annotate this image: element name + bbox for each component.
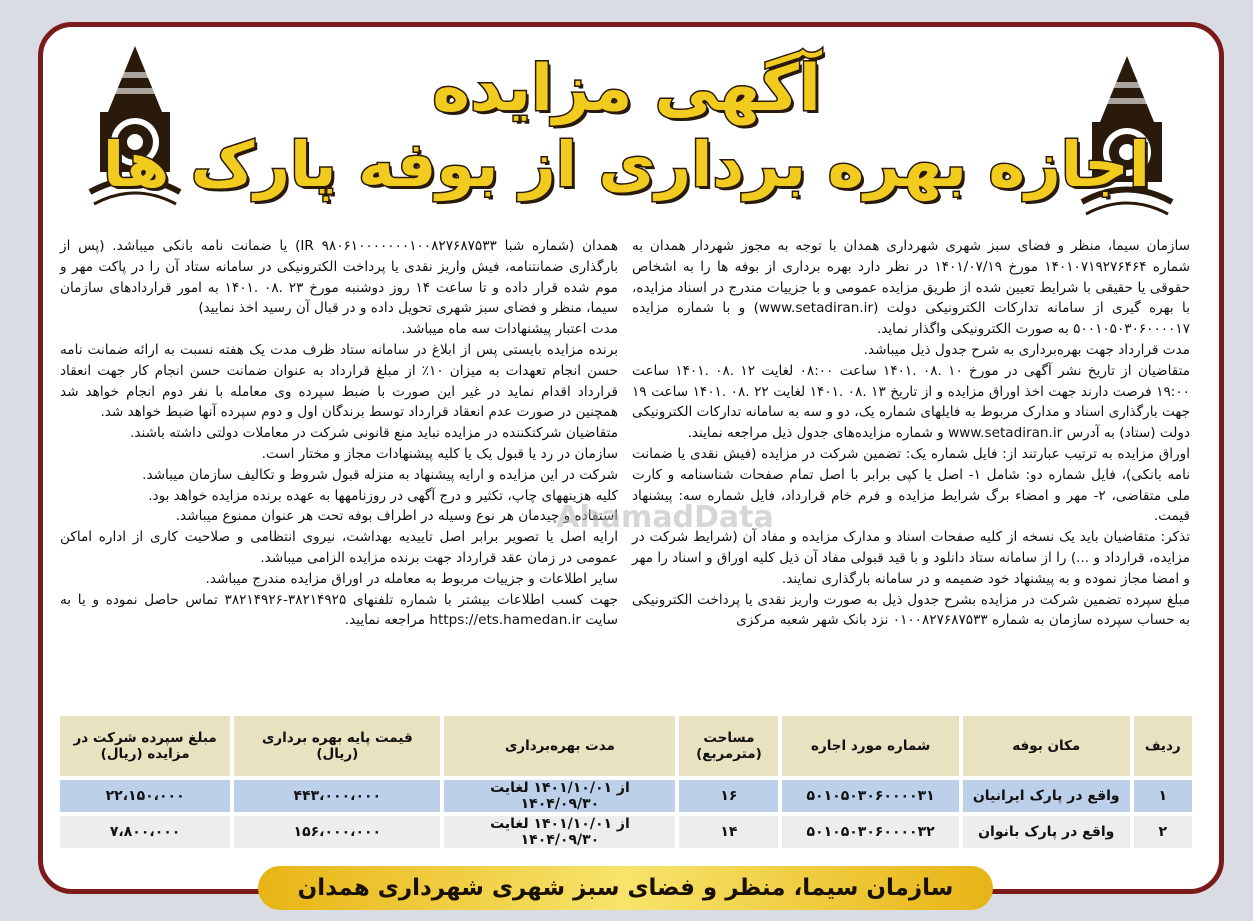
table-cell: واقع در پارک بانوان	[963, 816, 1130, 848]
table-cell: از ۱۴۰۱/۱۰/۰۱ لغایت ۱۴۰۴/۰۹/۳۰	[444, 816, 675, 848]
paragraph: مدت اعتبار پیشنهادات سه ماه میباشد.	[401, 321, 618, 338]
header-cell: مبلغ سپرده شرکت در مزایده (ریال)	[60, 716, 230, 776]
table-row	[60, 816, 1192, 848]
table-header-row	[60, 716, 1192, 776]
paragraph: سازمان سیما، منظر و فضای سبز شهری شهرداری همدان با توجه به مجوز شهردار همدان به شماره ۱۴۰۱۰۷۱۹۲۷۶۴۶۴ مورخ ۱۴۰۱/۰۷/۱۹ در نظر دارد بهره برداری از بوفه ها را به اشخاص حقوقی یا حقیقی با شرایط تعیین شده از طریق مزایده عمومی و با جزییات مندرج در اسناد مزایده، با بهره گیری از سامانه تدارکات الکترونیکی دولت (www.setadiran.ir) و با شماره مزایده ۵۰۰۱۰۵۰۳۰۶۰۰۰۰۱۷ به صورت الکترونیکی واگذار نماید.	[632, 238, 1190, 338]
paragraph: استفاده و چیدمان هر نوع وسیله در اطراف بوفه تحت هر عنوان ممنوع میباشد.	[175, 508, 618, 525]
paragraph: متقاضیان از تاریخ نشر آگهی در مورخ ۱۰ .۰۸ .۱۴۰۱ ساعت ۰۸:۰۰ لغایت ۱۲ .۰۸ .۱۴۰۱ ساعت ۱۹:۰۰ فرصت دارند جهت اخذ اوراق مزایده و از تاریخ ۱۳ .۰۸ .۱۴۰۱ لغایت ۲۲ .۰۸ .۱۴۰۱ ساعت ۱۹ جهت بارگذاری اسناد و مدارک مربوط به فایلهای شماره یک، دو و سه به سامانه تدارکات الکترونیکی دولت (ستاد) به آدرس www.setadiran.ir و شماره مزایده‌های جدول ذیل مراجعه نمایند.	[632, 362, 1190, 442]
table-cell: واقع در پارک ایرانیان	[963, 780, 1130, 812]
paragraph: متقاضیان شرکتکننده در مزایده نباید منع قانونی شرکت در معاملات دولتی داشته باشند.	[130, 425, 618, 442]
left-text-column	[60, 236, 618, 631]
header-cell: مکان بوفه	[963, 716, 1130, 776]
paragraph: جهت کسب اطلاعات بیشتر با شماره تلفنهای ۳۸۲۱۴۹۲۵-۳۸۲۱۴۹۲۶ تماس حاصل نموده و یا به سایت https://ets.hamedan.ir مراجعه نمایید.	[60, 591, 618, 629]
paragraph: اوراق مزایده به ترتیب عبارتند از: فایل شماره یک: تضمین شرکت در مزایده (فیش نقدی یا ضمانت نامه بانکی)، فایل شماره دو: شامل ۱- اصل یا کپی برابر با اصل تمام صفحات شناسنامه و کارت ملی متقاضی، ۲- مهر و امضاء برگ شرایط مزایده و فرم خام قرارداد، فایل شماره سه: پیشنهاد قیمت.	[632, 445, 1191, 525]
right-text-column	[632, 236, 1190, 631]
header-cell: شماره مورد اجاره	[782, 716, 959, 776]
notice-title: آگهی مزایده	[432, 52, 821, 126]
paragraph: تذکر: متقاضیان باید یک نسخه از کلیه صفحات اسناد و مدارک مزایده و مفاد آن (شرایط شرکت در مزایده، قرارداد و ...) را از سامانه ستاد دانلود و با قید قبولی مفاد آن ذیل کلیه اوراق و اسناد را مهر و امضا مجاز نموده و به پیشنهاد خود ضمیمه و در سامانه بارگذاری نمایند.	[632, 529, 1190, 587]
paragraph: کلیه هزینههای چاپ، تکثیر و درج آگهی در روزنامهها به عهده برنده مزایده خواهد بود.	[148, 487, 618, 504]
table-cell: ۱۴	[679, 816, 778, 848]
paragraph: ارایه اصل یا تصویر برابر اصل تاییدیه بهداشت، نیروی انتظامی و صلاحیت کاری از اداره اماکن عمومی در زمان عقد قرارداد جهت برنده مزایده الزامی میباشد.	[60, 529, 618, 566]
table-cell: از ۱۴۰۱/۱۰/۰۱ لغایت ۱۴۰۴/۰۹/۳۰	[444, 780, 675, 812]
table-cell: ۱۵۶،۰۰۰،۰۰۰	[234, 816, 440, 848]
table-row	[60, 780, 1192, 812]
auction-table	[56, 712, 1196, 852]
header-cell: مساحت (مترمربع)	[679, 716, 778, 776]
header-cell: قیمت پایه بهره برداری (ریال)	[234, 716, 440, 776]
table-cell: ۴۴۳،۰۰۰،۰۰۰	[234, 780, 440, 812]
notice-subtitle: اجازه بهره برداری از بوفه پارک ها	[102, 128, 1151, 201]
paragraph: مبلغ سپرده تضمین شرکت در مزایده بشرح جدول ذیل به صورت واریز نقدی یا پرداخت الکترونیکی به حساب سپرده سازمان به شماره ۰۱۰۰۸۲۷۶۸۷۵۳۳ نزد بانک شهر شعبه مرکزی	[632, 591, 1190, 629]
paragraph: برنده مزایده بایستی پس از ابلاغ در سامانه ستاد ظرف مدت یک هفته نسبت به ارائه ضمانت نامه حسن انجام تعهدات به میزان ۱۰٪ از مبلغ قرارداد به عنوان ضمانت حسن انجام کار جهت انعقاد قرارداد اقدام نماید در غیر این صورت با ضبط سپرده وی معامله با نفر دوم انجام خواهد شد همچنین در صورت عدم انعقاد قرارداد توسط برندگان اول و دوم سپرده آنها ضبط خواهد شد.	[60, 341, 618, 421]
paragraph: سایر اطلاعات و جزییات مربوط به معامله در اوراق مزایده مندرج میباشد.	[205, 570, 618, 587]
table-cell: ۵۰۱۰۵۰۳۰۶۰۰۰۰۳۲	[782, 816, 959, 848]
table-cell: ۲۲،۱۵۰،۰۰۰	[60, 780, 230, 812]
footer-banner: سازمان سیما، منظر و فضای سبز شهری شهرداری همدان	[258, 866, 993, 910]
table-cell: ۷،۸۰۰،۰۰۰	[60, 816, 230, 848]
table-cell: ۲	[1134, 816, 1192, 848]
paragraph: شرکت در این مزایده و ارایه پیشنهاد به منزله قبول شروط و تکالیف سازمان میباشد.	[142, 466, 618, 483]
paragraph: مدت قرارداد جهت بهره‌برداری به شرح جدول ذیل میباشد.	[863, 341, 1190, 358]
header-cell: ردیف	[1134, 716, 1192, 776]
paragraph: همدان (شماره شبا IR ۹۸۰۶۱۰۰۰۰۰۰۰۱۰۰۸۲۷۶۸۷۵۳۳) یا ضمانت نامه بانکی میباشد. (پس از بارگذاری ضمانتنامه، فیش واریز نقدی یا پرداخت الکترونیکی در سامانه ستاد آن را در پاکت مهر و موم شده قرار داده و تا ساعت ۱۴ روز دوشنبه مورخ ۲۳ .۰۸ .۱۴۰۱ به امور قراردادهای سازمان سیما، منظر و فضای سبز شهری تحویل داده و در قبال آن رسید اخذ نمایید)	[60, 238, 618, 317]
header-cell: مدت بهره‌برداری	[444, 716, 675, 776]
table-cell: ۱	[1134, 780, 1192, 812]
table-cell: ۵۰۱۰۵۰۳۰۶۰۰۰۰۳۱	[782, 780, 959, 812]
table-cell: ۱۶	[679, 780, 778, 812]
watermark: AhamadData	[556, 500, 774, 535]
paragraph: سازمان در رد یا قبول یک یا کلیه پیشنهادات مجاز و مختار است.	[261, 445, 618, 462]
